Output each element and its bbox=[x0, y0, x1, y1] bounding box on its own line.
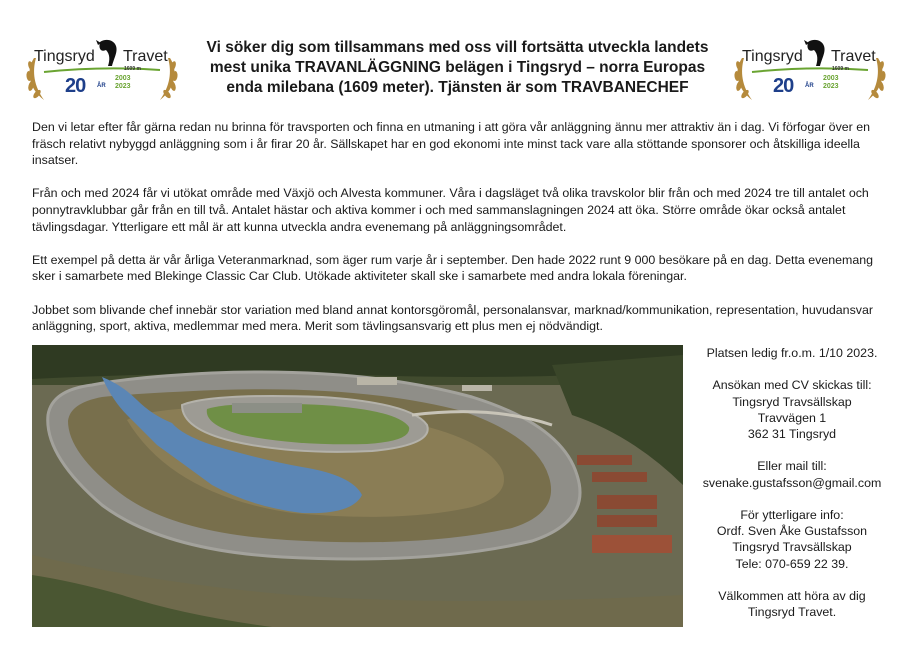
horse-icon bbox=[804, 40, 825, 66]
logo-brand-right: Travet bbox=[831, 48, 876, 65]
contact-phone: Tele: 070-659 22 39. bbox=[735, 556, 849, 571]
apply-intro: Ansökan med CV skickas till: bbox=[712, 378, 872, 393]
contact-block bbox=[688, 507, 896, 572]
contact-org: Tingsryd Travsällskap bbox=[732, 540, 852, 555]
paragraph: Från och med 2024 får vi utökat område med Växjö och Alvesta kommuner. Våra i dagsläget två olika travskolor blir från och med 2024 tre till antalet och ponnytravklubbar går från en till två. Antalet hästar och aktiva kommer i och med sammanslagningen 2024 att öka. Större område ökar också antalet tävlingsdagar. Ytterligare ett mål är att kunna utveckla andra evenemang på anläggningsområdet. bbox=[32, 186, 869, 234]
logo-year-end: 2023 bbox=[115, 83, 131, 90]
mail-intro: Eller mail till: bbox=[757, 459, 827, 474]
laurel-wreath-icon bbox=[730, 36, 890, 106]
logo-anniversary-suffix: ÅR bbox=[805, 83, 814, 89]
horse-icon bbox=[96, 40, 117, 66]
welcome-line-2: Tingsryd Travet. bbox=[747, 605, 837, 620]
logo-brand-left: Tingsryd bbox=[34, 48, 95, 65]
paragraph: Jobbet som blivande chef innebär stor variation med bland annat kontorsgöromål, personalansvar, marknad/kommunikation, representation, huvudansvar anläggning, sport, aktiva, medlemmar med mera. Merit som tävlingsansvarig ett plus men ej nödvändigt. bbox=[32, 302, 873, 334]
street-address: Travvägen 1 bbox=[757, 410, 827, 425]
email-address: svenake.gustafsson@gmail.com bbox=[702, 475, 882, 490]
aerial-photo bbox=[32, 345, 683, 627]
org-name: Tingsryd Travsällskap bbox=[732, 394, 852, 409]
welcome-line-1: Välkommen att höra av dig bbox=[718, 588, 866, 603]
paragraph: Den vi letar efter får gärna redan nu brinna för travsporten och finna en utmaning i att göra vår anläggning ännu mer attraktiv än i dag. Vi förfogar över en fräsch relativt nybyggd anläggning som i år firar 20 år. Sällskapet har en god ekonomi inte minst tack vare alla stöttande sponsorer och åtskilliga ideella insatser. bbox=[32, 120, 871, 168]
body-text bbox=[32, 119, 890, 351]
mail-block bbox=[688, 458, 896, 490]
paragraph: Ett exempel på detta är vår årliga Veteranmarknad, som äger rum varje år i september. Den hade 2022 runt 9 000 besökare på en dag. Detta evenemang sker i samarbete med Blekinge Classic Car Club. Utökade aktiviteter skall ske i samarbete med andra lokala föreningar. bbox=[32, 252, 873, 284]
logo-brand-left: Tingsryd bbox=[742, 48, 803, 65]
page-headline: Vi söker dig som tillsammans med oss vill fortsätta utveckla landets mest unika TRAVANLÄGGNING belägen i Tingsryd – norra Europas enda milebana (1609 meter). Tjänsten är som TRAVBANECHEF bbox=[206, 39, 709, 96]
contact-name: Ordf. Sven Åke Gustafsson bbox=[716, 524, 868, 539]
welcome-block bbox=[688, 588, 896, 620]
logo-distance: 1609 m bbox=[832, 66, 849, 72]
logo-year-end: 2023 bbox=[823, 83, 839, 90]
logo-year-start: 2003 bbox=[115, 75, 131, 82]
laurel-wreath-icon bbox=[22, 36, 182, 106]
logo-distance: 1609 m bbox=[124, 66, 141, 72]
logo-anniversary: 20 bbox=[773, 75, 794, 97]
info-column bbox=[688, 345, 896, 637]
logo-right bbox=[730, 36, 890, 106]
logo-anniversary-suffix: ÅR bbox=[97, 83, 106, 89]
logo-brand-right: Travet bbox=[123, 48, 168, 65]
more-info-intro: För ytterligare info: bbox=[740, 507, 844, 522]
logo-year-start: 2003 bbox=[823, 75, 839, 82]
start-date: Platsen ledig fr.o.m. 1/10 2023. bbox=[706, 346, 878, 360]
logo-left bbox=[22, 36, 182, 106]
logo-anniversary: 20 bbox=[65, 75, 86, 97]
application-address bbox=[688, 377, 896, 442]
postal-address: 362 31 Tingsryd bbox=[747, 427, 837, 441]
